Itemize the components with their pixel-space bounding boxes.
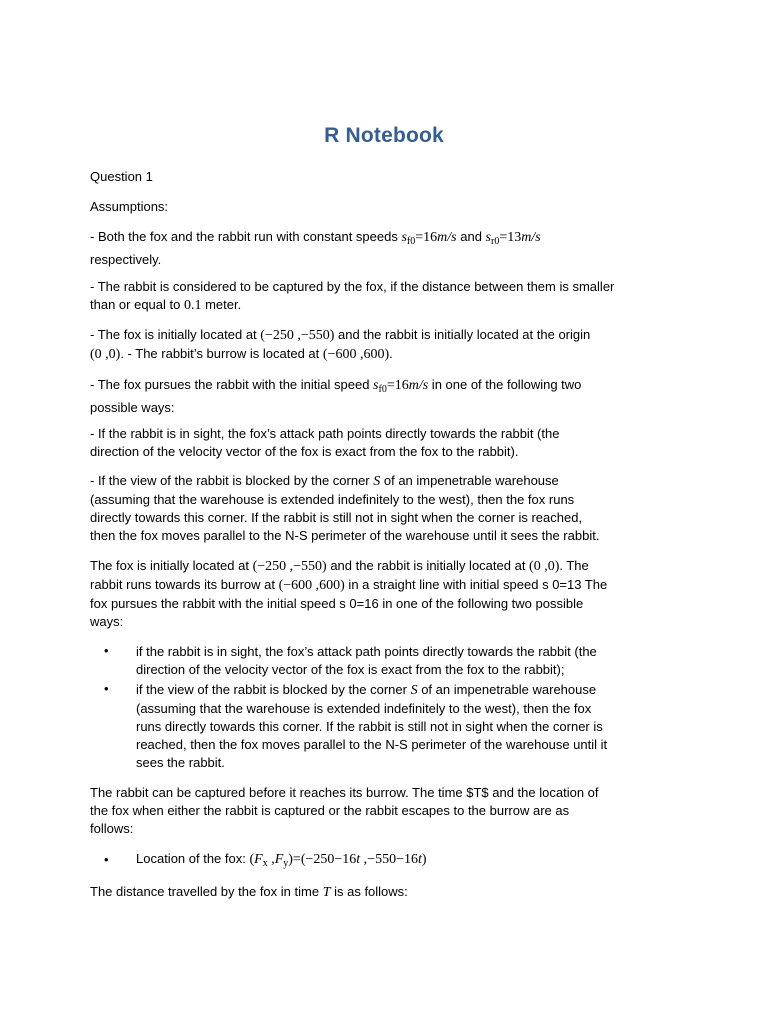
text: sees the rabbit. [136, 755, 225, 770]
assumption-blocked [90, 472, 680, 545]
math: ( [249, 852, 255, 867]
text: - Both the fox and the rabbit run with constant speeds [90, 229, 402, 244]
text: . The [559, 558, 589, 573]
text: and the rabbit is initially located at [326, 558, 530, 573]
math-value: =16 [386, 378, 409, 393]
text: The distance travelled by the fox in time [90, 884, 323, 899]
text: if the view of the rabbit is blocked by the corner [136, 682, 411, 697]
math-var: s [401, 230, 407, 245]
math-coord: (−600 ,600) [278, 578, 345, 593]
fox-location-item [136, 850, 680, 873]
text: of an impenetrable warehouse [417, 682, 597, 697]
math-coord: (−600 ,600) [322, 347, 390, 362]
text: - If the view of the rabbit is blocked by the corner [90, 473, 374, 488]
text: and the rabbit is initially located at the origin [334, 327, 591, 342]
problem-statement [90, 557, 680, 631]
list-item [136, 643, 680, 679]
math: , [267, 852, 275, 867]
math-value: =16 [415, 230, 438, 245]
math-value: =13 [499, 230, 522, 245]
text: follows: [90, 821, 134, 836]
text: the fox when either the rabbit is captured or the rabbit escapes to the burrow are as [90, 803, 570, 818]
math-var: S [373, 474, 381, 489]
math-sub: f0 [406, 236, 416, 247]
math: ,−550−16 [360, 852, 418, 867]
text: The rabbit can be captured before it reaches its burrow. The time $T$ and the location of [90, 785, 599, 800]
text: and [456, 229, 486, 244]
page-title: R Notebook [324, 124, 444, 147]
distance-statement [90, 883, 680, 902]
text: directly towards this corner. If the rabbit is still not in sight when the corner is reached, [90, 510, 583, 525]
text: (assuming that the warehouse is extended indefinitely to the west), then the fox [136, 701, 592, 716]
math-var: T [322, 885, 331, 900]
assumption-pursuit [90, 376, 680, 417]
text: (assuming that the warehouse is extended indefinitely to the west), then the fox runs [90, 492, 575, 507]
text: ways: [90, 614, 124, 629]
text: if the rabbit is in sight, the fox’s attack path points directly towards the rabbit (the [136, 644, 597, 659]
math-var: F [254, 852, 263, 867]
math-sub: x [262, 858, 268, 869]
text: . - The rabbit’s burrow is located at [120, 346, 323, 361]
math-coord: (−250 ,−550) [252, 559, 327, 574]
question-label: Question 1 [90, 169, 153, 184]
math-coord: (0 ,0) [90, 347, 121, 362]
text: - The fox pursues the rabbit with the initial speed [90, 377, 374, 392]
bullet-glyph: • [104, 852, 109, 867]
text: meter. [201, 297, 242, 312]
text: fox pursues the rabbit with the initial speed s 0=16 in one of the following two possible [90, 596, 584, 611]
assumption-capture [90, 278, 680, 315]
capture-statement [90, 784, 680, 838]
assumption-in-sight [90, 425, 680, 461]
text: - The rabbit is considered to be captured by the fox, if the distance between them is smaller [90, 279, 615, 294]
text: reached, then the fox moves parallel to the N-S perimeter of the warehouse until it [136, 737, 608, 752]
text: than or equal to [90, 297, 184, 312]
text: - If the rabbit is in sight, the fox’s attack path points directly towards the rabbit (the [90, 426, 560, 441]
math-var: s [373, 378, 379, 393]
math-unit: m/s [437, 230, 457, 245]
math-coord: (0 ,0) [529, 559, 560, 574]
math-var: s [485, 230, 491, 245]
text: in one of the following two [428, 377, 582, 392]
text: direction of the velocity vector of the fox is exact from the fox to the rabbit). [90, 444, 519, 459]
list-item [136, 681, 680, 772]
assumption-speeds [90, 228, 680, 269]
math-var: S [410, 683, 418, 698]
math-coord: (−250 ,−550) [260, 328, 335, 343]
math-var: t [417, 852, 422, 867]
assumption-positions [90, 326, 680, 364]
bullet-glyph: • [104, 681, 109, 696]
math-unit: m/s [408, 378, 429, 393]
text: - The fox is initially located at [90, 327, 261, 342]
text: runs directly towards this corner. If the rabbit is still not in sight when the corner is [136, 719, 603, 734]
text: is as follows: [330, 884, 408, 899]
math-sub: y [283, 858, 289, 869]
text: of an impenetrable warehouse [380, 473, 559, 488]
math-var: t [356, 852, 361, 867]
text: The fox is initially located at [90, 558, 253, 573]
math-var: F [274, 852, 284, 867]
text: possible ways: [90, 400, 175, 415]
text: . [389, 346, 393, 361]
math-unit: m/s [521, 230, 541, 245]
text: respectively. [90, 252, 162, 267]
math-sub: f0 [378, 384, 387, 395]
text: in a straight line with initial speed s 0=13 The [344, 577, 608, 592]
text: rabbit runs towards its burrow at [90, 577, 279, 592]
assumptions-heading: Assumptions: [90, 199, 169, 214]
bullet-glyph: • [104, 643, 109, 658]
text: direction of the velocity vector of the fox is exact from the fox to the rabbit); [136, 662, 565, 677]
math-sub: r0 [491, 236, 500, 247]
text: Location of the fox: [136, 851, 250, 866]
text: then the fox moves parallel to the N-S perimeter of the warehouse until it sees the rabbit. [90, 528, 600, 543]
math-value: 0.1 [183, 298, 202, 313]
math: )=(−250−16 [288, 852, 357, 867]
math: ) [421, 852, 427, 867]
